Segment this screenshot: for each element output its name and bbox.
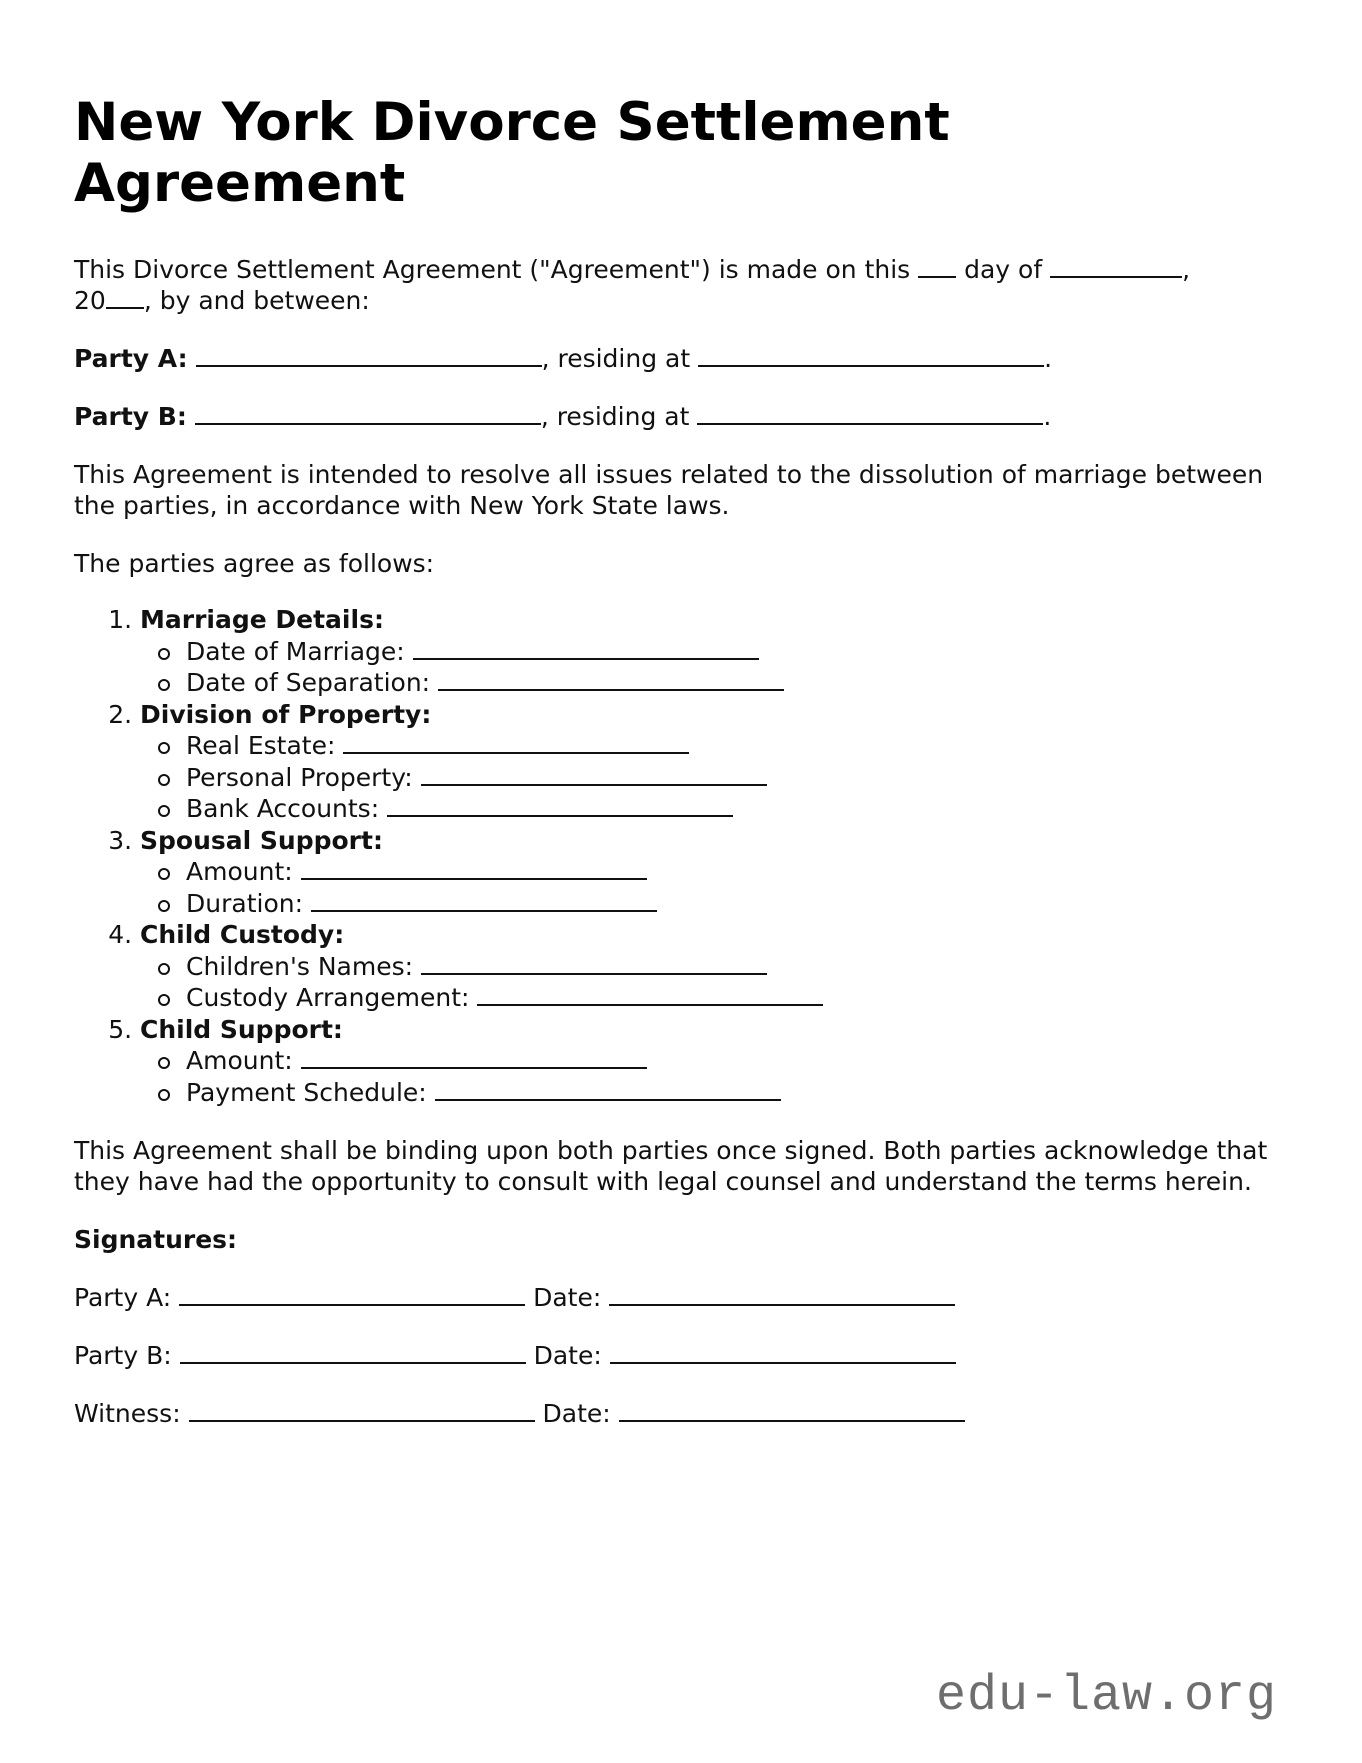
intro-text: day of [956,255,1051,284]
field-duration [186,888,1294,920]
date-label: Date: [525,1283,610,1312]
field-label: Duration: [186,888,311,918]
document-page [74,92,1294,1429]
month-blank[interactable] [1050,254,1182,278]
section-title: Spousal Support: [140,825,383,855]
agree-intro: The parties agree as follows: [74,549,435,578]
payment-schedule-blank[interactable] [435,1077,781,1101]
child-support-amount-blank[interactable] [301,1045,647,1069]
party-b-date-blank[interactable] [610,1340,956,1364]
field-spousal-amount [186,856,1294,888]
witness-signature-blank[interactable] [189,1398,535,1422]
party-b-label: Party B: [74,402,187,431]
signature-label: Witness: [74,1399,189,1428]
signature-row-party-b [74,1340,1294,1371]
watermark: edu-law.org [936,1668,1278,1725]
field-child-support-amount [186,1045,1294,1077]
field-label: Children's Names: [186,951,422,981]
field-label: Real Estate: [186,731,344,760]
intro-text: This Divorce Settlement Agreement ("Agreement") is made on this [74,255,919,284]
witness-date-blank[interactable] [619,1398,965,1422]
date-of-marriage-blank[interactable] [413,636,759,660]
field-childrens-names [186,951,1294,983]
field-label: Payment Schedule: [186,1077,435,1107]
year-blank[interactable] [106,285,144,309]
purpose-paragraph: This Agreement is intended to resolve all issues related to the dissolution of marriage between the parties, in accordance with New York State laws. [74,460,1264,520]
spousal-amount-blank[interactable] [301,856,647,880]
signature-row-witness [74,1398,1294,1429]
custody-arrangement-blank[interactable] [477,982,823,1006]
signature-label: Party A: [74,1283,180,1312]
section-child-custody [140,919,1294,1014]
party-b-signature-blank[interactable] [180,1340,526,1364]
party-a-date-blank[interactable] [609,1282,955,1306]
real-estate-blank[interactable] [343,730,689,754]
field-personal-property [186,762,1294,794]
section-title: Child Custody: [140,920,345,949]
date-label: Date: [525,1341,610,1370]
field-label: Bank Accounts: [186,794,388,823]
intro-text: 20 [74,286,106,315]
date-label: Date: [534,1399,619,1428]
party-a-address-blank[interactable] [698,343,1044,367]
section-title: Child Support: [140,1014,343,1044]
period: . [1043,402,1052,431]
field-label: Amount: [186,857,301,886]
party-a-label: Party A: [74,344,188,373]
intro-paragraph [74,254,1294,316]
childrens-names-blank[interactable] [421,951,767,975]
party-b-address-blank[interactable] [697,401,1043,425]
residing-text: , residing at [540,402,698,431]
day-blank[interactable] [918,254,956,278]
signature-label: Party B: [74,1341,180,1370]
duration-blank[interactable] [311,888,657,912]
section-child-support [140,1014,1294,1109]
bank-accounts-blank[interactable] [387,793,733,817]
field-label: Personal Property: [186,762,421,792]
period: . [1044,344,1053,373]
field-label: Date of Marriage: [186,636,413,666]
signature-row-party-a [74,1282,1294,1313]
field-label: Custody Arrangement: [186,983,478,1012]
field-label: Amount: [186,1046,301,1075]
field-date-of-marriage [186,636,1294,668]
field-payment-schedule [186,1077,1294,1109]
date-of-separation-blank[interactable] [438,667,784,691]
section-title: Marriage Details: [140,605,384,634]
personal-property-blank[interactable] [421,762,767,786]
party-a-name-blank[interactable] [196,343,542,367]
field-date-of-separation [186,667,1294,699]
field-bank-accounts [186,793,1294,825]
closing-paragraph: This Agreement shall be binding upon both parties once signed. Both parties acknowledge that they have had the opportunity to consult with legal counsel and understand the terms herein. [74,1136,1268,1196]
document-title: New York Divorce Settlement Agreement [74,92,950,214]
intro-text: , [1182,255,1191,284]
party-b-name-blank[interactable] [195,401,541,425]
intro-text: , by and between: [143,286,370,315]
field-label: Date of Separation: [186,668,439,697]
residing-text: , residing at [541,344,699,373]
section-marriage-details [140,604,1294,699]
party-a-line [74,343,1294,374]
sections-list [74,604,1294,1108]
field-real-estate [186,730,1294,762]
party-a-signature-blank[interactable] [179,1282,525,1306]
party-b-line [74,401,1294,432]
section-title: Division of Property: [140,699,432,729]
signatures-heading: Signatures: [74,1225,238,1254]
section-division-of-property [140,699,1294,825]
field-custody-arrangement [186,982,1294,1014]
section-spousal-support [140,825,1294,920]
